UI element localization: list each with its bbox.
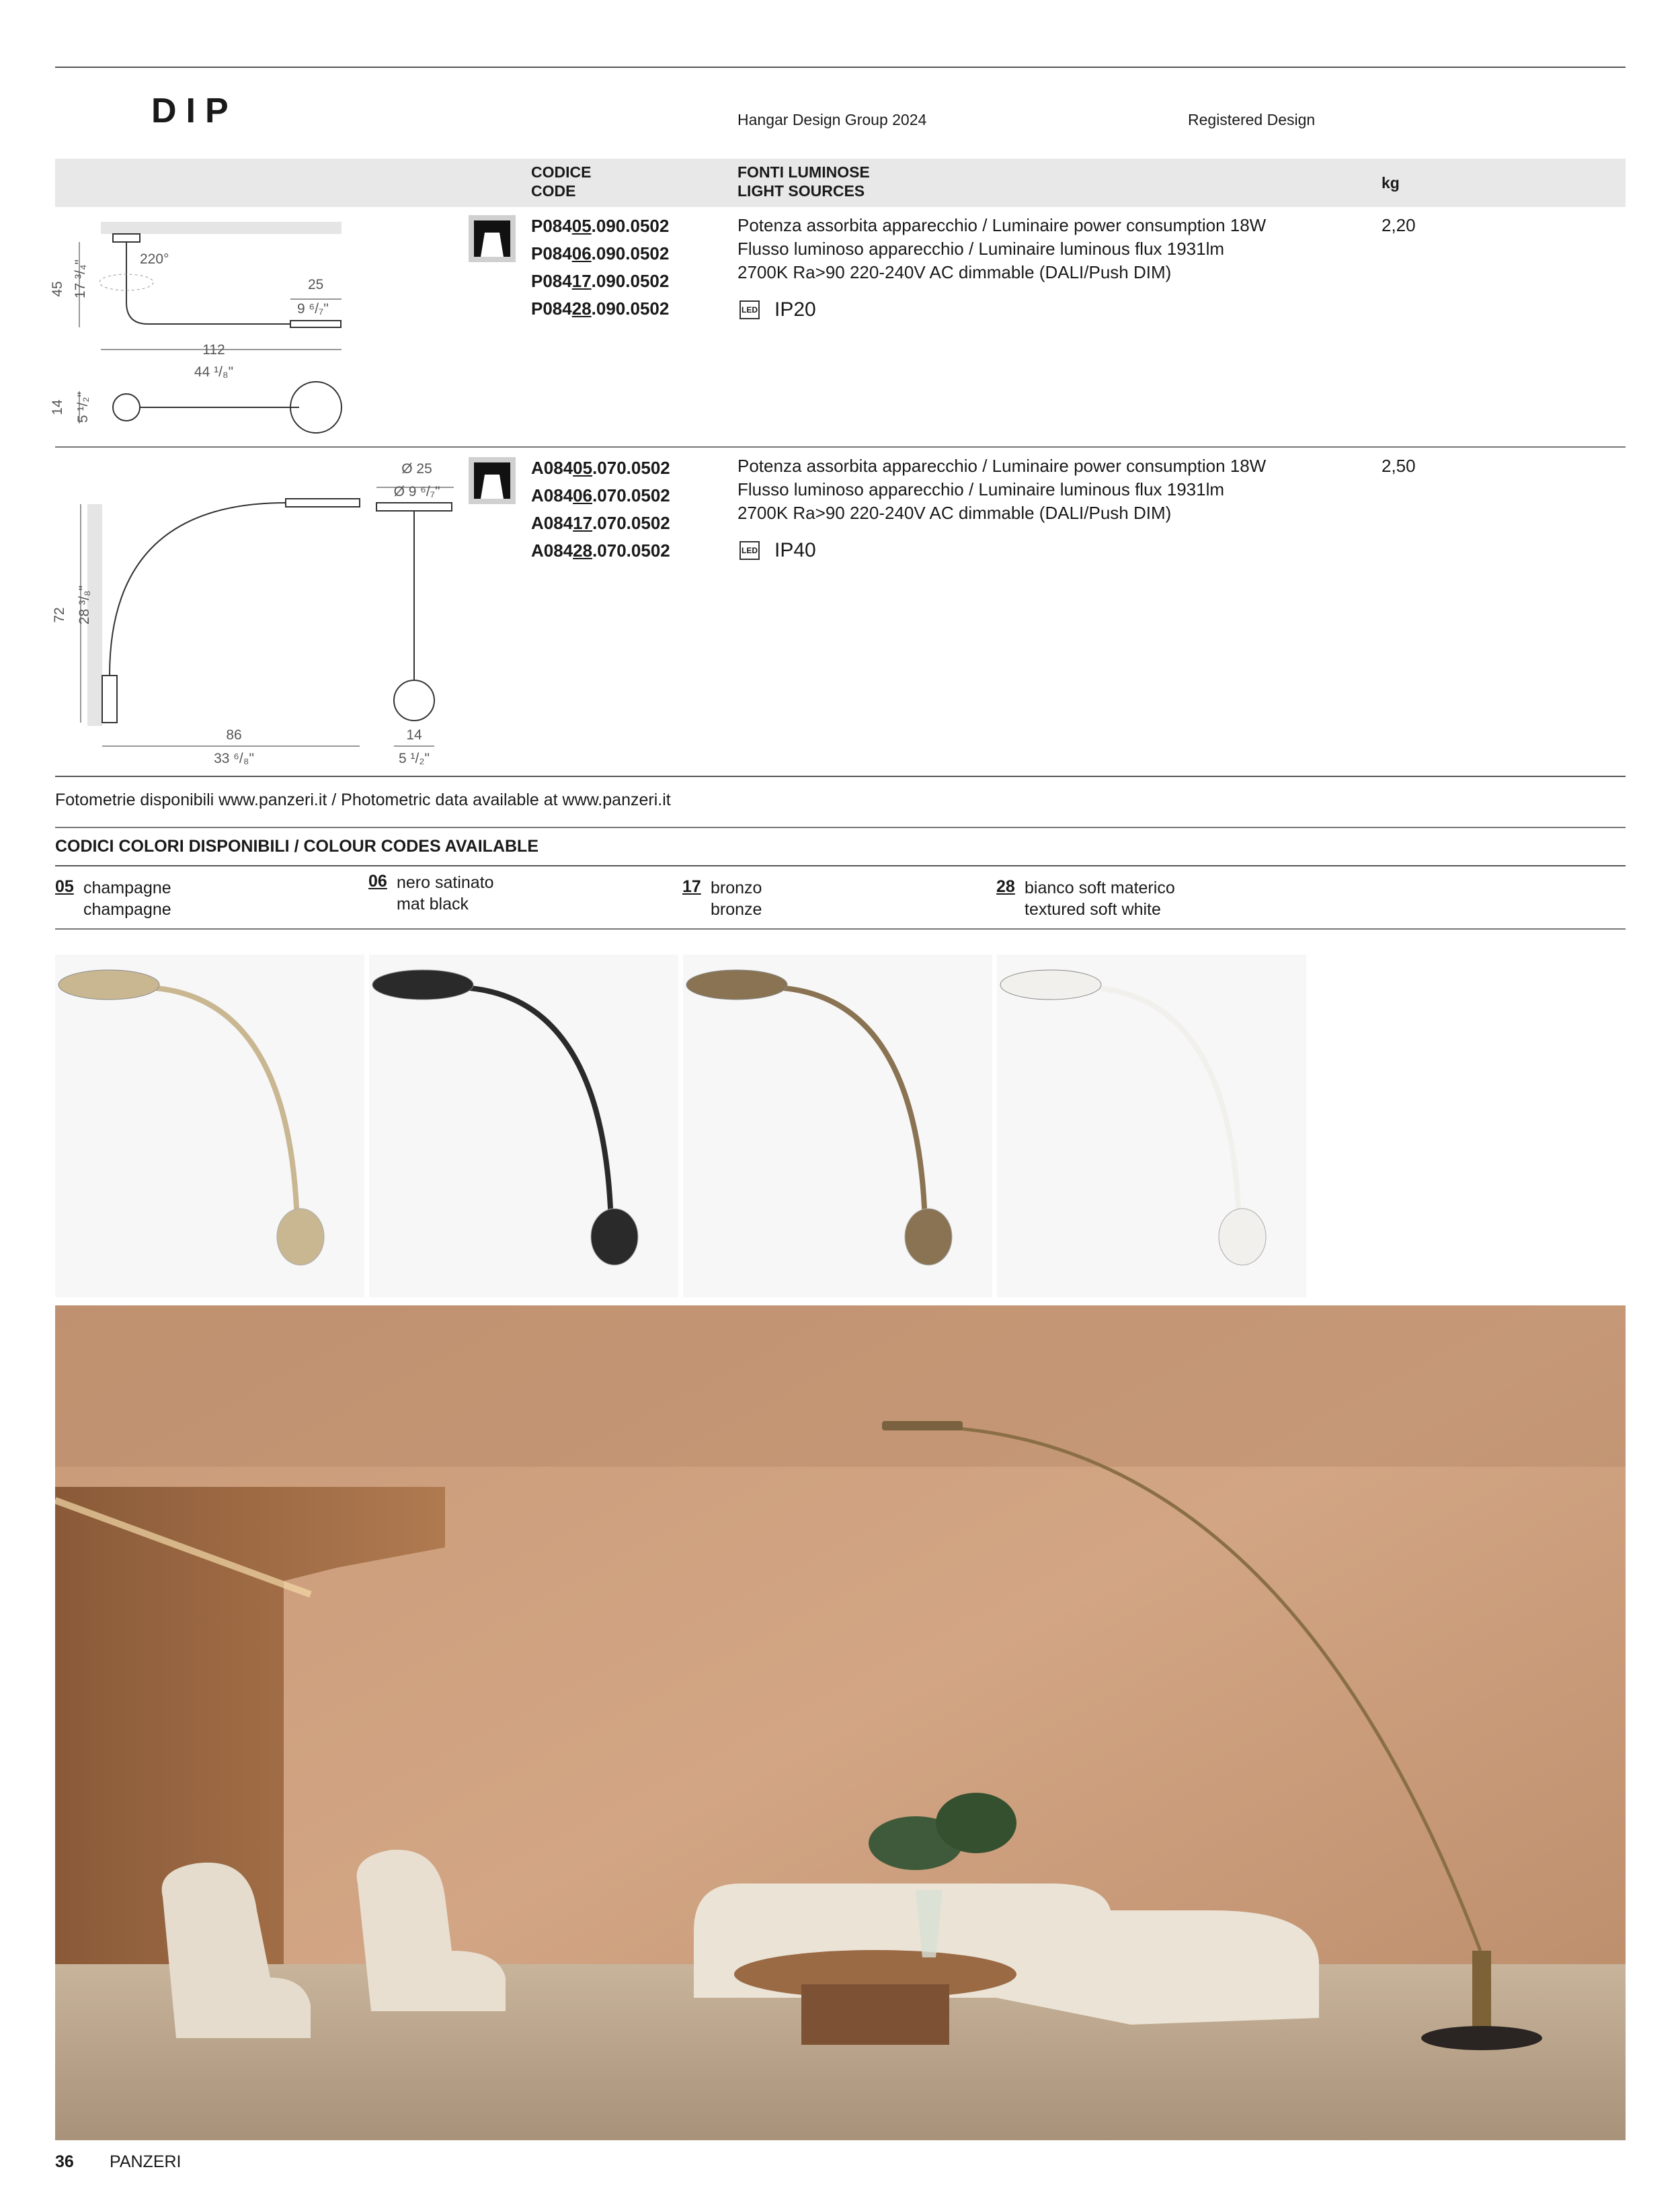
plan-base-circle [113, 394, 140, 421]
spec-power: Potenza assorbita apparecchio / Luminaire power consumption 18W [737, 215, 1267, 235]
colour-photos [55, 955, 1312, 1297]
product-code: P08428.090.0502 [531, 298, 670, 319]
lamp-photo-strip [55, 955, 1312, 1297]
registered-design: Registered Design [1188, 111, 1316, 128]
depth-label: 14 [406, 727, 422, 743]
section-divider [55, 865, 1626, 866]
lamp-head [372, 970, 473, 1000]
product-code: A08417.070.0502 [531, 513, 670, 533]
product1-drawing [40, 215, 356, 437]
lamp-head [686, 970, 787, 1000]
colour-number: 17 [682, 877, 701, 896]
ceiling-shadow [55, 1305, 1626, 1467]
wall-base [102, 676, 117, 723]
ip-rating: IP20 [774, 298, 816, 321]
spec-voltage: 2700K Ra>90 220-240V AC dimmable (DALI/Push DIM) [737, 262, 1172, 282]
product2-specs [737, 454, 1266, 525]
colour-item [368, 872, 494, 914]
coffee-table-base [801, 1984, 949, 2045]
code-header-it: CODICE [531, 163, 592, 181]
product-code: A08406.070.0502 [531, 485, 670, 505]
product-title: DIP [151, 91, 238, 130]
row-divider [55, 776, 1626, 777]
floor-lamp-base [1421, 2026, 1542, 2050]
depth-inch-label: 5 ¹/₂" [75, 392, 91, 423]
code-header [531, 163, 591, 200]
plant-leaf [936, 1793, 1016, 1853]
colour-name: champagne champagne [83, 879, 171, 919]
ip-rating: IP40 [774, 539, 816, 561]
product-code: P08406.090.0502 [531, 243, 670, 263]
lamp-head [58, 970, 159, 1000]
lamp-base [905, 1209, 952, 1265]
colour-number: 06 [368, 872, 387, 891]
height-inch-label: 28 ³/₈" [77, 585, 92, 625]
colour-number: 28 [996, 877, 1015, 896]
product-code: A08428.070.0502 [531, 540, 670, 561]
product-code: P08417.090.0502 [531, 271, 670, 291]
arc-arm [110, 503, 286, 676]
ceiling-plane [101, 222, 342, 234]
colour-codes-title: CODICI COLORI DISPONIBILI / COLOUR CODES AVAILABLE [55, 837, 538, 856]
room-scene-photo [55, 1305, 1626, 2140]
source-header-it: FONTI LUMINOSE [737, 163, 870, 181]
height-label: 45 [50, 281, 65, 297]
colour-name: bianco soft materico textured soft white [1025, 879, 1175, 919]
lamp-photo-06 [369, 955, 678, 1297]
width-inch-label: 44 ¹/₈" [194, 364, 234, 380]
height-label: 72 [52, 607, 67, 623]
led-icon: LED [739, 541, 760, 560]
led-icon: LED [739, 300, 760, 319]
source-header-en: LIGHT SOURCES [737, 182, 865, 200]
colour-number: 05 [55, 877, 74, 896]
colour-name: nero satinato mat black [397, 873, 494, 914]
lamp-head [1000, 970, 1101, 1000]
width-label: 86 [226, 727, 242, 743]
brand-name: PANZERI [110, 2152, 182, 2171]
product1-codes [531, 212, 669, 323]
head-width-inch-label: 9 ⁶/₇" [297, 301, 329, 317]
photometric-note: Fotometrie disponibili www.panzeri.it / Photometric data available at www.panzeri.it [55, 790, 671, 809]
product-code: P08405.090.0502 [531, 216, 670, 236]
depth-label: 14 [50, 399, 65, 415]
colour-item [55, 877, 171, 919]
source-header [737, 163, 870, 200]
head-width-label: 25 [308, 277, 324, 292]
lamp-photo-28 [997, 955, 1306, 1297]
top-rule [55, 67, 1626, 68]
section-divider [55, 827, 1626, 828]
row-divider [55, 446, 1626, 448]
head-profile [290, 321, 341, 327]
product2-weight: 2,50 [1382, 456, 1416, 476]
wall-type-icon [469, 457, 516, 504]
ceiling-base [113, 234, 140, 242]
product2-codes [531, 454, 670, 565]
spec-power: Potenza assorbita apparecchio / Luminaire power consumption 18W [737, 456, 1267, 476]
colour-item [996, 877, 1175, 919]
front-base [394, 680, 434, 721]
angle-label: 220° [140, 251, 169, 267]
spec-flux: Flusso luminoso apparecchio / Luminaire luminous flux 1931lm [737, 239, 1225, 259]
spec-voltage: 2700K Ra>90 220-240V AC dimmable (DALI/Push DIM) [737, 503, 1172, 523]
diameter-inch-label: Ø 9 ⁶/₇" [393, 484, 440, 499]
height-inch-label: 17 ³/₄" [73, 259, 88, 299]
page-number: 36 [55, 2152, 74, 2171]
product2-drawing [40, 450, 457, 773]
width-inch-label: 33 ⁶/₈" [214, 751, 254, 766]
diameter-label: Ø 25 [401, 461, 432, 477]
floor-lamp-stem [1472, 1951, 1491, 2031]
lamp-base [591, 1209, 638, 1265]
head-front [376, 503, 452, 511]
lamp-base [1219, 1209, 1266, 1265]
designer-credit: Hangar Design Group 2024 [737, 111, 927, 128]
product-code: A08405.070.0502 [531, 458, 670, 478]
lamp-photo-05 [55, 955, 364, 1297]
ceiling-type-icon [469, 215, 516, 262]
depth-inch-label: 5 ¹/₂" [399, 751, 430, 766]
section-divider [55, 928, 1626, 930]
lamp-photo-17 [683, 955, 992, 1297]
lamp-base [277, 1209, 324, 1265]
colour-item [682, 877, 762, 919]
colour-name: bronzo bronze [711, 879, 762, 919]
spec-flux: Flusso luminoso apparecchio / Luminaire luminous flux 1931lm [737, 479, 1225, 499]
head-side [286, 499, 360, 507]
product1-specs [737, 214, 1266, 284]
code-header-en: CODE [531, 182, 576, 200]
width-label: 112 [202, 342, 225, 358]
kg-header: kg [1382, 174, 1400, 192]
floor-lamp-head [882, 1421, 963, 1430]
product1-weight: 2,20 [1382, 215, 1416, 235]
